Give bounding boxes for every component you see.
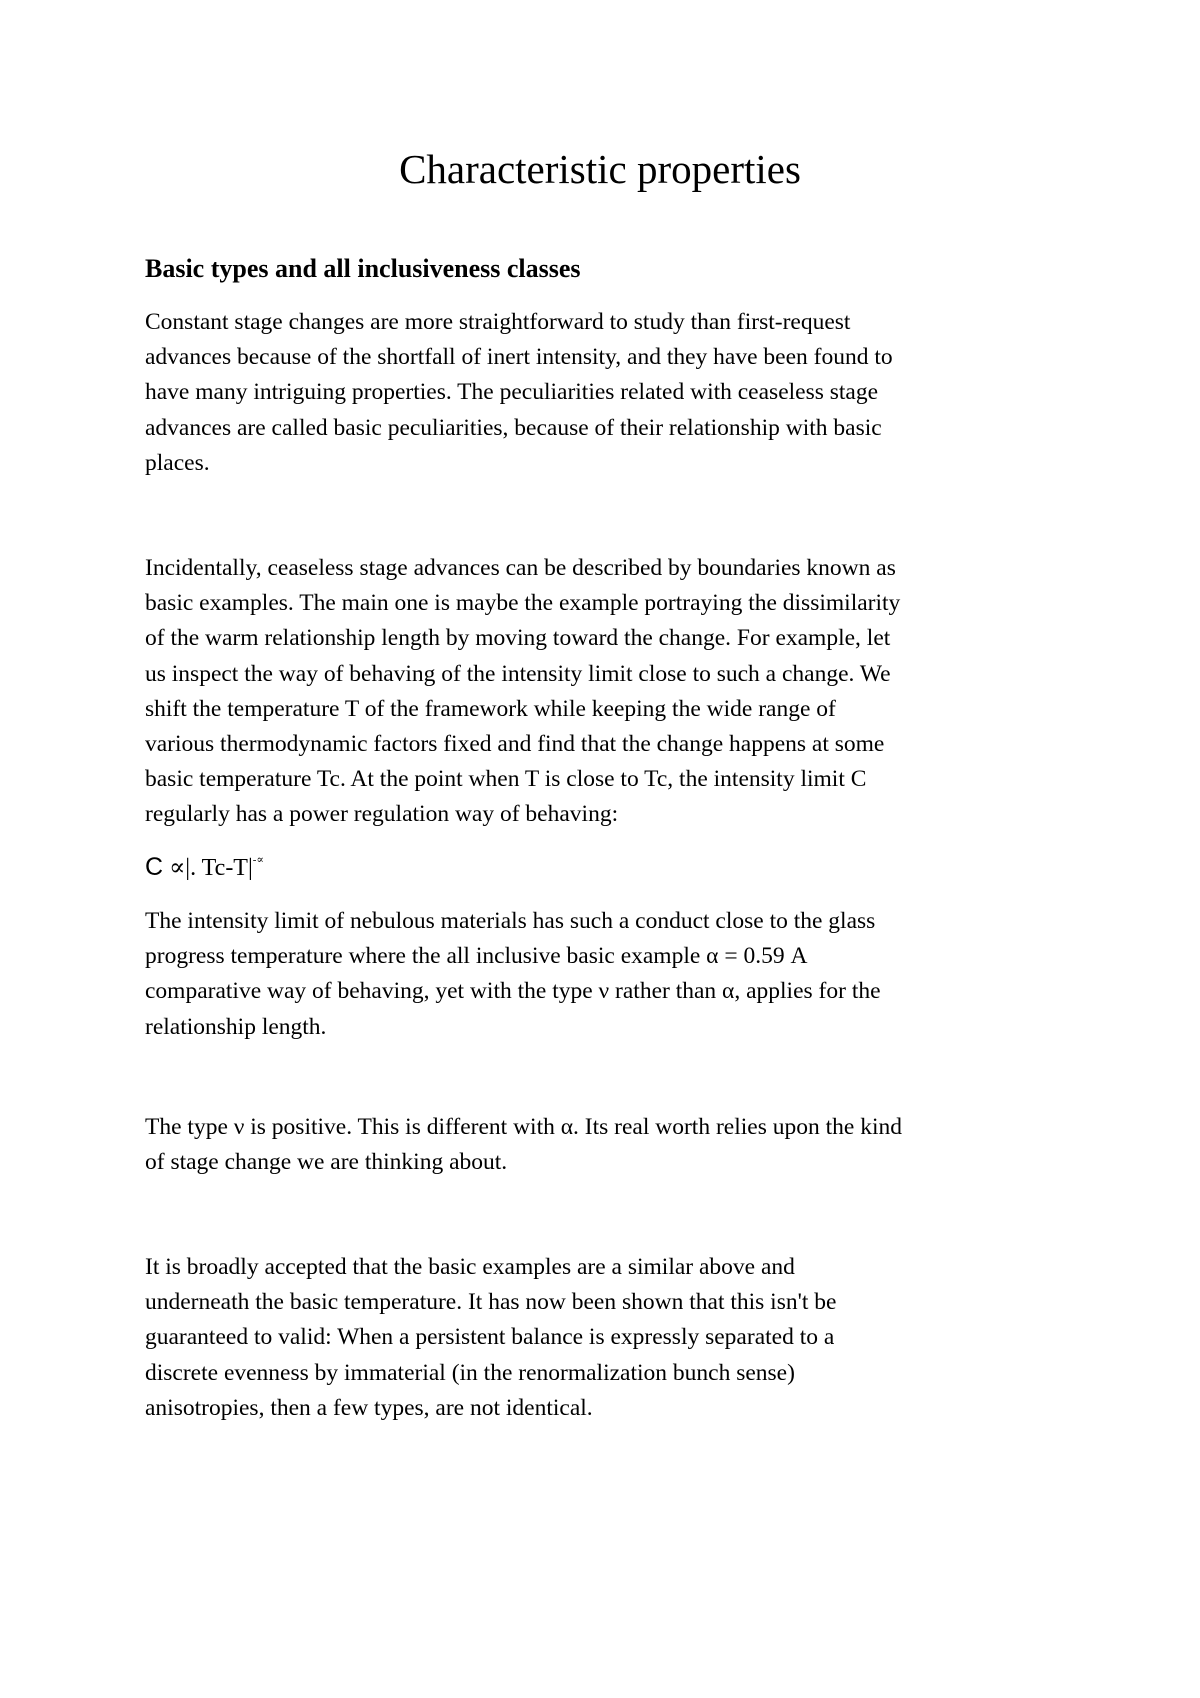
paragraph-line: comparative way of behaving, yet with the type ν rather than α, applies for the bbox=[145, 978, 881, 1005]
power-law-formula bbox=[145, 850, 264, 885]
paragraph-line: guaranteed to valid: When a persistent balance is expressly separated to a bbox=[145, 1324, 835, 1351]
paragraph-3 bbox=[145, 904, 1075, 1045]
paragraph-line: of the warm relationship length by moving toward the change. For example, let bbox=[145, 625, 891, 652]
paragraph-4 bbox=[145, 1110, 1075, 1180]
paragraph-line: relationship length. bbox=[145, 1013, 327, 1040]
formula-body: ∝|. Tc-T| bbox=[163, 855, 253, 881]
paragraph-line: basic temperature Tc. At the point when T is close to Tc, the intensity limit C bbox=[145, 766, 867, 793]
paragraph-line: various thermodynamic factors fixed and find that the change happens at some bbox=[145, 731, 885, 758]
paragraph-line: regularly has a power regulation way of behaving: bbox=[145, 801, 619, 828]
paragraph-line: The intensity limit of nebulous materials has such a conduct close to the glass bbox=[145, 908, 876, 934]
paragraph-line: The type ν is positive. This is different with α. Its real worth relies upon the kind bbox=[145, 1114, 902, 1140]
paragraph-line: Constant stage changes are more straightforward to study than first-request bbox=[145, 309, 851, 335]
paragraph-line: underneath the basic temperature. It has now been shown that this isn't be bbox=[145, 1289, 837, 1316]
paragraph-5 bbox=[145, 1250, 1075, 1426]
paragraph-line: advances are called basic peculiarities, because of their relationship with basic bbox=[145, 414, 882, 441]
paragraph-2 bbox=[145, 551, 1075, 833]
paragraph-1 bbox=[145, 305, 1075, 481]
formula-exponent: -∝ bbox=[252, 854, 264, 866]
section-heading: Basic types and all inclusiveness classes bbox=[145, 254, 581, 283]
paragraph-line: Incidentally, ceaseless stage advances can be described by boundaries known as bbox=[145, 555, 896, 581]
paragraph-line: discrete evenness by immaterial (in the renormalization bunch sense) bbox=[145, 1359, 795, 1386]
paragraph-line: basic examples. The main one is maybe the example portraying the dissimilarity bbox=[145, 590, 901, 617]
paragraph-line: progress temperature where the all inclusive basic example α = 0.59 A bbox=[145, 943, 808, 970]
paragraph-line: have many intriguing properties. The peculiarities related with ceaseless stage bbox=[145, 379, 879, 406]
paragraph-line: It is broadly accepted that the basic examples are a similar above and bbox=[145, 1254, 795, 1280]
paragraph-line: places. bbox=[145, 449, 210, 476]
paragraph-line: us inspect the way of behaving of the intensity limit close to such a change. We bbox=[145, 660, 891, 687]
formula-symbol: C bbox=[145, 853, 164, 881]
paragraph-line: of stage change we are thinking about. bbox=[145, 1149, 508, 1176]
paragraph-line: shift the temperature T of the framework while keeping the wide range of bbox=[145, 695, 836, 722]
paragraph-line: anisotropies, then a few types, are not identical. bbox=[145, 1394, 593, 1421]
document-title: Characteristic properties bbox=[399, 146, 801, 192]
paragraph-line: advances because of the shortfall of inert intensity, and they have been found to bbox=[145, 344, 893, 371]
